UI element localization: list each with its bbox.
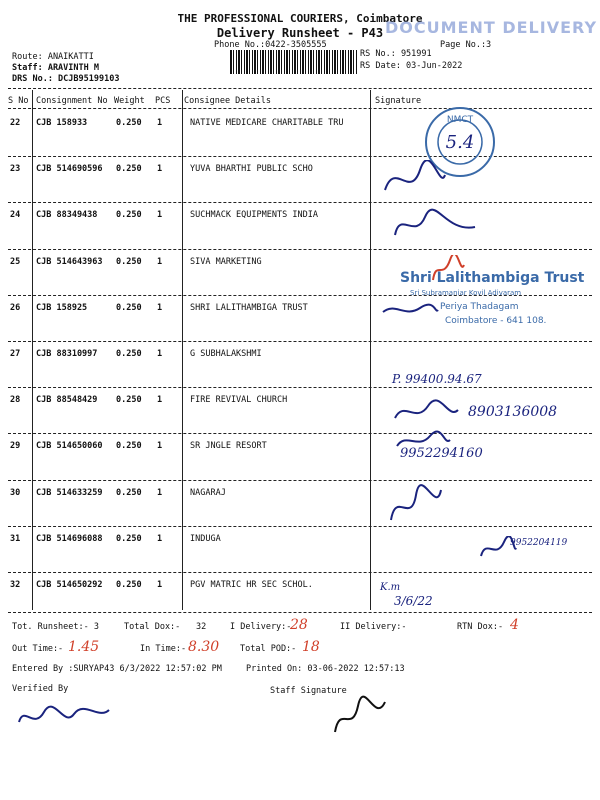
row-pcs: 1 bbox=[157, 210, 163, 221]
row-weight: 0.250 bbox=[116, 487, 142, 498]
row-weight: 0.250 bbox=[116, 118, 142, 128]
verified-by-label: Verified By bbox=[12, 684, 69, 694]
row-weight: 0.250 bbox=[116, 441, 142, 452]
col-sno: S No bbox=[8, 96, 29, 106]
col-divider bbox=[182, 90, 183, 610]
table-header-rule bbox=[8, 108, 592, 109]
total-pod-label: Total POD:- bbox=[240, 644, 297, 654]
col-divider bbox=[32, 90, 33, 610]
staff-label: Staff: ARAVINTH M bbox=[12, 63, 99, 73]
row-divider bbox=[8, 387, 592, 388]
row-sno: 31 bbox=[10, 533, 21, 544]
row-weight: 0.250 bbox=[116, 533, 142, 544]
runsheet-title: Delivery Runsheet - P43 bbox=[216, 26, 384, 40]
row-divider bbox=[8, 526, 592, 527]
signature-stroke bbox=[397, 432, 450, 446]
row-pcs: 1 bbox=[157, 533, 163, 544]
row-sno: 25 bbox=[10, 256, 21, 267]
row-sno: 27 bbox=[10, 349, 21, 359]
signature-stroke bbox=[433, 255, 464, 280]
barcode bbox=[230, 50, 358, 74]
row-sno: 29 bbox=[10, 441, 21, 452]
signature-stroke bbox=[383, 305, 438, 312]
row-pcs: 1 bbox=[157, 164, 163, 175]
verifier-signature bbox=[14, 700, 114, 736]
signature-mark bbox=[380, 160, 450, 200]
row-pcs: 1 bbox=[157, 302, 163, 313]
row-divider bbox=[8, 480, 592, 481]
row-divider bbox=[8, 572, 592, 573]
signature-stroke bbox=[391, 485, 441, 520]
trust-stamp-name: Shri Lalithambiga Trust bbox=[400, 270, 585, 286]
handwritten-phone-31: 9952204119 bbox=[510, 538, 568, 548]
stamp-ring-text: NMCT bbox=[446, 115, 474, 125]
row-consignee: YUVA BHARTHI PUBLIC SCHO bbox=[190, 164, 313, 175]
table-bottom-rule bbox=[8, 612, 592, 613]
row-sno: 24 bbox=[10, 210, 21, 221]
col-consignee: Consignee Details bbox=[184, 96, 271, 106]
row-sno: 23 bbox=[10, 164, 21, 175]
in-time-label: In Time:- bbox=[140, 644, 187, 654]
row-weight: 0.250 bbox=[116, 210, 142, 221]
i-delivery-label: I Delivery:- bbox=[230, 622, 292, 632]
row-consignment: CJB 514650060 bbox=[36, 441, 103, 452]
signature-stroke bbox=[395, 210, 475, 235]
row-weight: 0.250 bbox=[116, 395, 142, 406]
rtn-dox-value: 4 bbox=[510, 617, 519, 633]
trust-stamp-line3: Periya Thadagam bbox=[440, 302, 519, 312]
total-runsheet: Tot. Runsheet:- 3 bbox=[12, 622, 99, 632]
row-pcs: 1 bbox=[157, 118, 163, 128]
row-sno: 22 bbox=[10, 118, 21, 128]
handwritten-name-32: K.m bbox=[380, 582, 401, 593]
trust-stamp-line4: Coimbatore - 641 108. bbox=[445, 316, 547, 326]
row-sno: 26 bbox=[10, 302, 21, 313]
row-weight: 0.250 bbox=[116, 580, 142, 590]
row-consignee: NAGARAJ bbox=[190, 487, 226, 498]
signature-stroke bbox=[335, 697, 385, 732]
handwritten-phone-28: 8903136008 bbox=[468, 404, 558, 420]
row-consignee: FIRE REVIVAL CHURCH bbox=[190, 395, 288, 406]
trust-stamp-line2: Sri Subramaniar Kovil Adivaram bbox=[410, 289, 522, 297]
signature-mark bbox=[428, 255, 468, 285]
row-consignee: SR JNGLE RESORT bbox=[190, 441, 267, 452]
row-sno: 32 bbox=[10, 580, 21, 590]
col-divider bbox=[370, 90, 371, 610]
table-top-rule bbox=[8, 88, 592, 89]
route-label: Route: ANAIKATTI bbox=[12, 52, 94, 62]
row-consignment: CJB 88310997 bbox=[36, 349, 98, 359]
signature-stroke bbox=[385, 160, 445, 190]
row-consignment: CJB 514690596 bbox=[36, 164, 103, 175]
stamp-center-text: 5.4 bbox=[445, 132, 475, 153]
row-pcs: 1 bbox=[157, 349, 163, 359]
handwritten-date-32: 3/6/22 bbox=[394, 594, 433, 608]
row-weight: 0.250 bbox=[116, 349, 142, 359]
rtn-dox-label: RTN Dox:- bbox=[457, 622, 504, 632]
document-delivery-watermark: DOCUMENT DELIVERY bbox=[385, 18, 598, 37]
row-consignment: CJB 158925 bbox=[36, 302, 88, 313]
total-dox-value: 32 bbox=[196, 622, 207, 632]
col-signature: Signature bbox=[375, 96, 422, 106]
row-weight: 0.250 bbox=[116, 164, 142, 175]
row-consignee: NATIVE MEDICARE CHARITABLE TRU bbox=[190, 118, 344, 128]
row-pcs: 1 bbox=[157, 487, 163, 498]
page-number: Page No.:3 bbox=[440, 40, 492, 50]
row-consignment: CJB 88349438 bbox=[36, 210, 98, 221]
row-pcs: 1 bbox=[157, 256, 163, 267]
row-divider bbox=[8, 433, 592, 434]
row-divider bbox=[8, 249, 592, 250]
col-weight: Weight bbox=[114, 96, 145, 106]
row-divider bbox=[8, 341, 592, 342]
row-sno: 30 bbox=[10, 487, 21, 498]
signature-mark bbox=[380, 300, 440, 320]
phone-number: Phone No.:0422-3505555 bbox=[214, 40, 327, 50]
total-pod-value: 18 bbox=[302, 639, 320, 655]
row-pcs: 1 bbox=[157, 395, 163, 406]
col-consignment: Consignment No bbox=[36, 96, 108, 106]
row-consignee: PGV MATRIC HR SEC SCHOL. bbox=[190, 580, 313, 590]
staff-signature-mark bbox=[330, 694, 390, 738]
row-consignment: CJB 158933 bbox=[36, 118, 88, 128]
row-consignee: G SUBHALAKSHMI bbox=[190, 349, 262, 359]
row-weight: 0.250 bbox=[116, 256, 142, 267]
signature-mark bbox=[392, 398, 462, 428]
rs-date: RS Date: 03-Jun-2022 bbox=[360, 61, 463, 71]
signature-stroke bbox=[19, 707, 109, 722]
signature-mark bbox=[386, 480, 446, 530]
out-time-label: Out Time:- bbox=[12, 644, 64, 654]
row-consignment: CJB 514643963 bbox=[36, 256, 103, 267]
row-sno: 28 bbox=[10, 395, 21, 406]
out-time-value: 1.45 bbox=[68, 639, 100, 655]
drs-number: DRS No.: DCJB95199103 bbox=[12, 74, 120, 84]
signature-mark bbox=[390, 205, 480, 245]
ii-delivery-label: II Delivery:- bbox=[340, 622, 407, 632]
i-delivery-value: 28 bbox=[290, 617, 308, 633]
total-dox-label: Total Dox:- bbox=[124, 622, 181, 632]
rs-number: RS No.: 951991 bbox=[360, 49, 432, 59]
staff-signature-label: Staff Signature bbox=[270, 686, 347, 696]
handwritten-phone-27: P. 99400.94.67 bbox=[392, 372, 482, 386]
col-pcs: PCS bbox=[155, 96, 171, 106]
company-name: THE PROFESSIONAL COURIERS, Coimbatore bbox=[177, 12, 423, 25]
row-consignee: INDUGA bbox=[190, 533, 221, 544]
row-consignee: SUCHMACK EQUIPMENTS INDIA bbox=[190, 210, 318, 221]
row-divider bbox=[8, 156, 592, 157]
row-consignment: CJB 88548429 bbox=[36, 395, 98, 406]
row-weight: 0.250 bbox=[116, 302, 142, 313]
row-consignee: SHRI LALITHAMBIGA TRUST bbox=[190, 302, 308, 313]
row-consignment: CJB 514696088 bbox=[36, 533, 103, 544]
in-time-value: 8.30 bbox=[188, 639, 220, 655]
signature-stroke bbox=[395, 400, 458, 418]
entered-by: Entered By :SURYAP43 6/3/2022 12:57:02 PM bbox=[12, 664, 222, 674]
printed-on: Printed On: 03-06-2022 12:57:13 bbox=[246, 664, 405, 674]
handwritten-phone-29: 9952294160 bbox=[400, 446, 483, 461]
row-consignee: SIVA MARKETING bbox=[190, 256, 262, 267]
row-divider bbox=[8, 202, 592, 203]
row-consignment: CJB 514650292 bbox=[36, 580, 103, 590]
row-consignment: CJB 514633259 bbox=[36, 487, 103, 498]
row-pcs: 1 bbox=[157, 441, 163, 452]
row-pcs: 1 bbox=[157, 580, 163, 590]
